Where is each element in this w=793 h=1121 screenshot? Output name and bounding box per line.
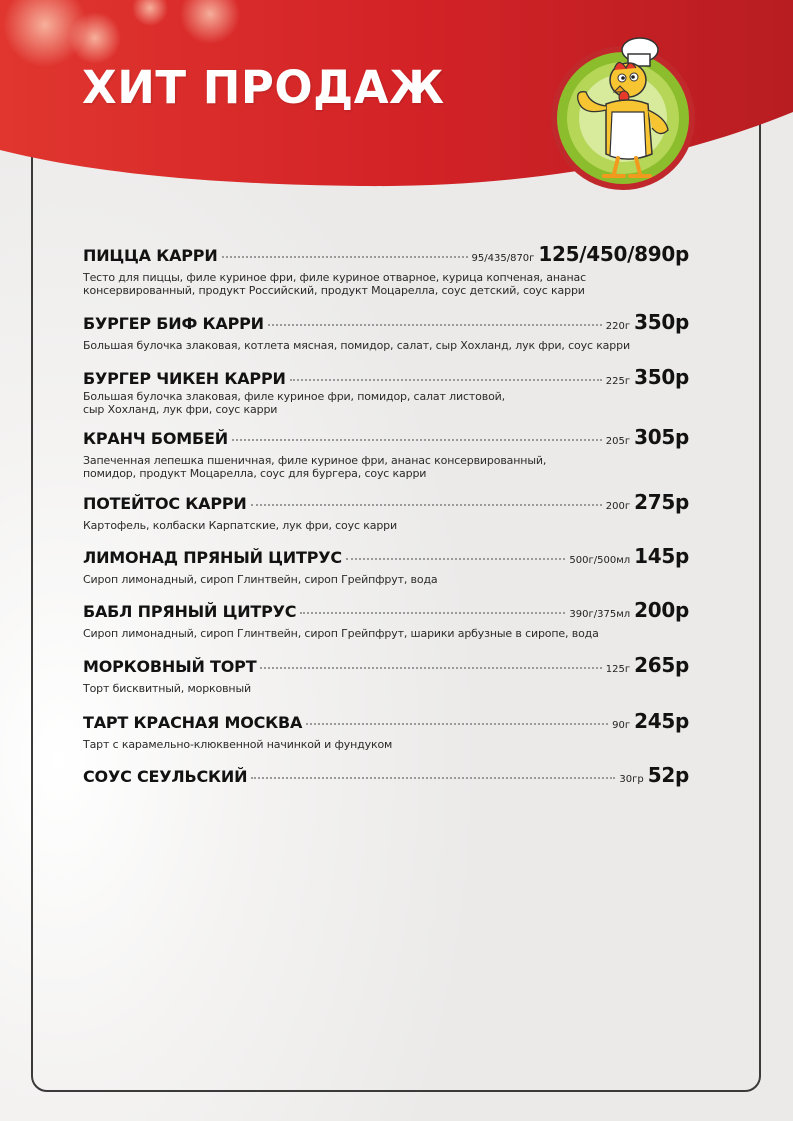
item-name: БАБЛ ПРЯНЫЙ ЦИТРУС xyxy=(83,602,297,621)
menu-item xyxy=(83,490,689,532)
item-weight: 225г xyxy=(605,376,631,387)
dot-leader xyxy=(232,438,602,441)
menu-item xyxy=(83,598,689,640)
dot-leader xyxy=(268,323,602,326)
item-price: 200р xyxy=(634,598,689,622)
item-price: 265р xyxy=(634,653,689,677)
item-price: 350р xyxy=(634,310,689,334)
item-weight: 500г/500мл xyxy=(569,555,631,566)
menu-item xyxy=(83,709,689,751)
item-name: МОРКОВНЫЙ ТОРТ xyxy=(83,657,257,676)
item-price: 52р xyxy=(647,763,689,787)
item-description: Сироп лимонадный, сироп Глинтвейн, сироп Грейпфрут, шарики арбузные в сиропе, вода xyxy=(83,627,599,640)
menu-item xyxy=(83,242,689,297)
item-description: Торт бисквитный, морковный xyxy=(83,682,252,695)
dot-leader xyxy=(251,503,602,506)
dot-leader xyxy=(222,255,468,258)
item-weight: 90г xyxy=(612,720,631,731)
item-name: ЛИМОНАД ПРЯНЫЙ ЦИТРУС xyxy=(83,548,342,567)
menu-item xyxy=(83,310,689,352)
item-weight: 200г xyxy=(605,501,631,512)
item-price: 145р xyxy=(634,544,689,568)
page-title: ХИТ ПРОДАЖ xyxy=(82,61,445,114)
item-name: СОУС СЕУЛЬСКИЙ xyxy=(83,767,248,786)
item-weight: 125г xyxy=(605,664,631,675)
chef-rooster-icon xyxy=(548,34,698,192)
item-price: 305р xyxy=(634,425,689,449)
dot-leader xyxy=(290,378,602,381)
item-name: БУРГЕР БИФ КАРРИ xyxy=(83,314,264,333)
item-name: БУРГЕР ЧИКЕН КАРРИ xyxy=(83,369,286,388)
menu-item xyxy=(83,653,689,695)
item-price: 125/450/890р xyxy=(538,242,689,266)
menu-item xyxy=(83,763,689,787)
item-weight: 220г xyxy=(605,321,631,332)
menu-item xyxy=(83,425,689,480)
item-description: Большая булочка злаковая, котлета мясная, помидор, салат, сыр Хохланд, лук фри, соус карри xyxy=(83,339,630,352)
dot-leader xyxy=(306,722,608,725)
item-weight: 390г/375мл xyxy=(569,609,631,620)
dot-leader xyxy=(346,557,565,560)
item-description: Большая булочка злаковая, филе куриное фри, помидор, салат листовой, сыр Хохланд, лук фри, соус карри xyxy=(83,390,505,416)
item-weight: 30гр xyxy=(619,774,644,785)
item-description: Тесто для пиццы, филе куриное фри, филе куриное отварное, курица копченая, ананас консервированный, продукт Российский, продукт Моцарелла, соус детский, соус карри xyxy=(83,271,586,297)
item-name: ПОТЕЙТОС КАРРИ xyxy=(83,494,247,513)
item-description: Тарт с карамельно-клюквенной начинкой и фундуком xyxy=(83,738,393,751)
menu-item xyxy=(83,544,689,586)
dot-leader xyxy=(260,666,601,669)
item-price: 350р xyxy=(634,365,689,389)
item-name: ПИЦЦА КАРРИ xyxy=(83,246,218,265)
item-name: КРАНЧ БОМБЕЙ xyxy=(83,429,228,448)
item-price: 275р xyxy=(634,490,689,514)
dot-leader xyxy=(251,776,615,779)
item-name: ТАРТ КРАСНАЯ МОСКВА xyxy=(83,713,303,732)
menu-item xyxy=(83,365,689,416)
item-weight: 205г xyxy=(605,436,631,447)
item-description: Сироп лимонадный, сироп Глинтвейн, сироп Грейпфрут, вода xyxy=(83,573,438,586)
item-weight: 95/435/870г xyxy=(471,253,535,264)
dot-leader xyxy=(300,611,565,614)
item-description: Запеченная лепешка пшеничная, филе куриное фри, ананас консервированный, помидор, продукт Моцарелла, соус для бургера, соус карри xyxy=(83,454,547,480)
item-description: Картофель, колбаски Карпатские, лук фри, соус карри xyxy=(83,519,397,532)
item-price: 245р xyxy=(634,709,689,733)
